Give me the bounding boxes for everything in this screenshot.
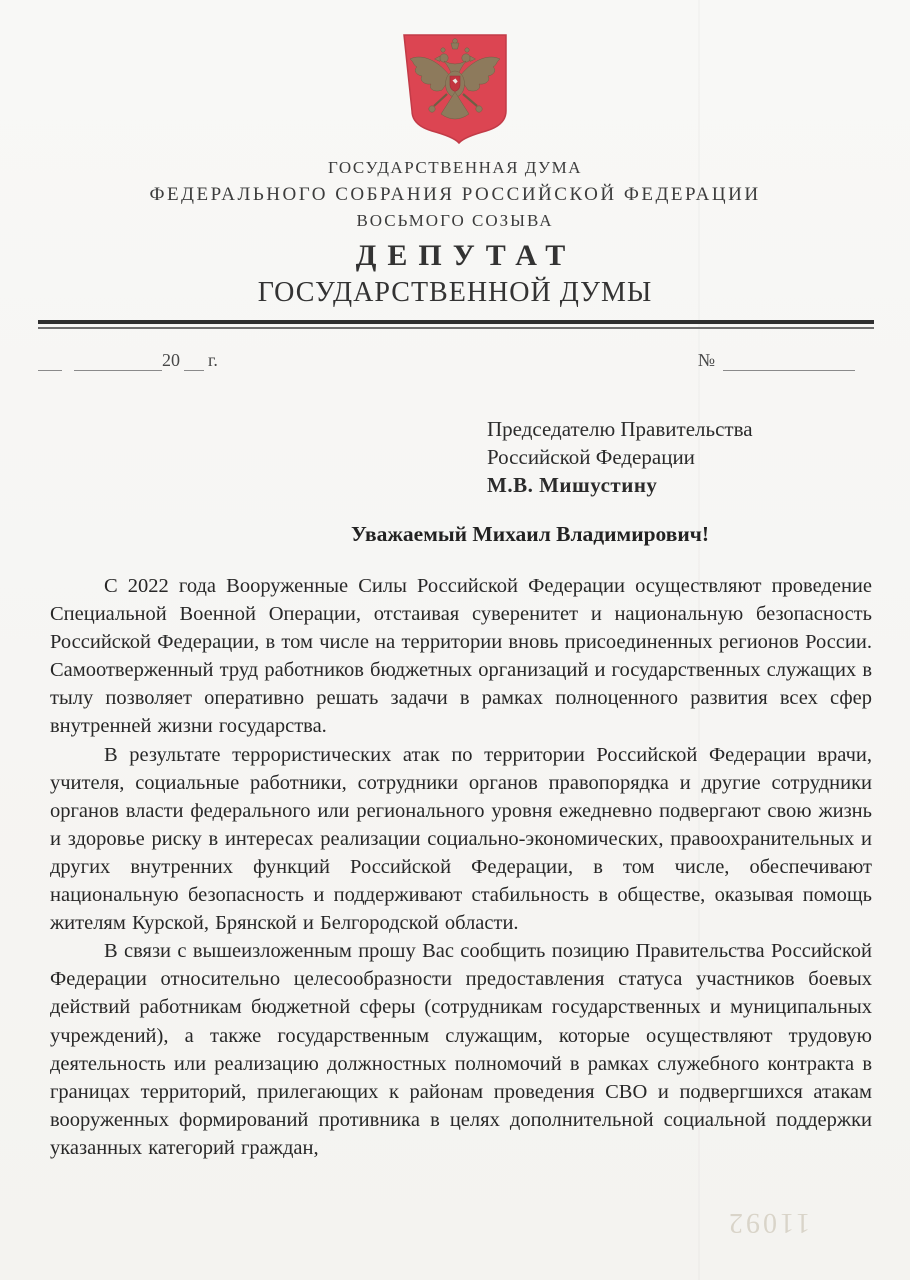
bleed-through-number: 11092 <box>726 1207 810 1238</box>
body-paragraph: В результате террористических атак по территории Российской Федерации врачи, учителя, социальные работники, сотрудники органов правопорядка и другие сотрудники органов власти федерального или регионального уровня ежедневно подвергают свою жизнь и здоровье риску в интересах реализации социально-экономических, правоохранительных и других внутренних функций Российской Федерации, в том числе, обеспечивают национальную безопасность и поддерживают стабильность в обществе, оказывая помощь жителям Курской, Брянской и Белгородской области. <box>50 743 872 935</box>
org-name-line1: ГОСУДАРСТВЕННАЯ ДУМА <box>328 158 582 177</box>
body-paragraph: С 2022 года Вооруженные Силы Российской Федерации осуществляют проведение Специальной Военной Операции, отстаивая суверенитет и национальную безопасность Российской Федерации, в том числе на территории вновь присоединенных регионов России. Самоотверженный труд работников бюджетных организаций и государственных служащих в тылу позволяет оперативно решать задачи в рамках полноценного развития всех сфер внутренней жизни государства. <box>50 575 872 738</box>
russia-coat-of-arms-icon <box>400 32 510 146</box>
number-sign: № <box>697 350 715 370</box>
letterhead-title: ДЕПУТАТ <box>355 239 577 272</box>
date-day-blank <box>38 351 62 371</box>
addressee-line2: Российской Федерации <box>487 445 695 469</box>
divider-thin-line <box>38 327 874 329</box>
reference-row <box>38 350 855 376</box>
body-paragraph: В связи с вышеизложенным прошу Вас сообщить позицию Правительства Российской Федерации относительно целесообразности предоставления статуса участников боевых действий работникам бюджетной сферы (сотрудникам государственных и муниципальных учреждений), а также государственным служащим, которые осуществляют трудовую деятельность или реализацию должностных полномочий в рамках служебного контракта в границах территорий, прилегающих к районам проведения СВО и подвергшихся атакам вооруженных формирований противника в целях дополнительной социальной поддержки указанных категорий граждан, <box>50 940 872 1159</box>
org-name-line2: ФЕДЕРАЛЬНОГО СОБРАНИЯ РОССИЙСКОЙ ФЕДЕРАЦИИ <box>149 184 761 205</box>
org-name-line3: ВОСЬМОГО СОЗЫВА <box>356 211 554 230</box>
addressee-name: М.В. Мишустину <box>487 473 658 497</box>
date-year-prefix: 20 <box>162 350 180 370</box>
number-field <box>698 350 855 371</box>
letterhead-subtitle: ГОСУДАРСТВЕННОЙ ДУМЫ <box>257 277 653 308</box>
date-year-suffix: г. <box>208 350 218 370</box>
date-year-blank <box>184 351 204 371</box>
addressee-line1: Председателю Правительства <box>487 417 753 441</box>
addressee-block <box>487 415 753 499</box>
date-field <box>38 350 218 371</box>
salutation: Уважаемый Михаил Владимирович! <box>350 522 710 546</box>
letter-body <box>50 572 872 1162</box>
divider-thick-line <box>38 320 874 324</box>
header-divider <box>38 320 874 329</box>
number-blank <box>723 351 855 371</box>
date-month-blank <box>74 351 162 371</box>
